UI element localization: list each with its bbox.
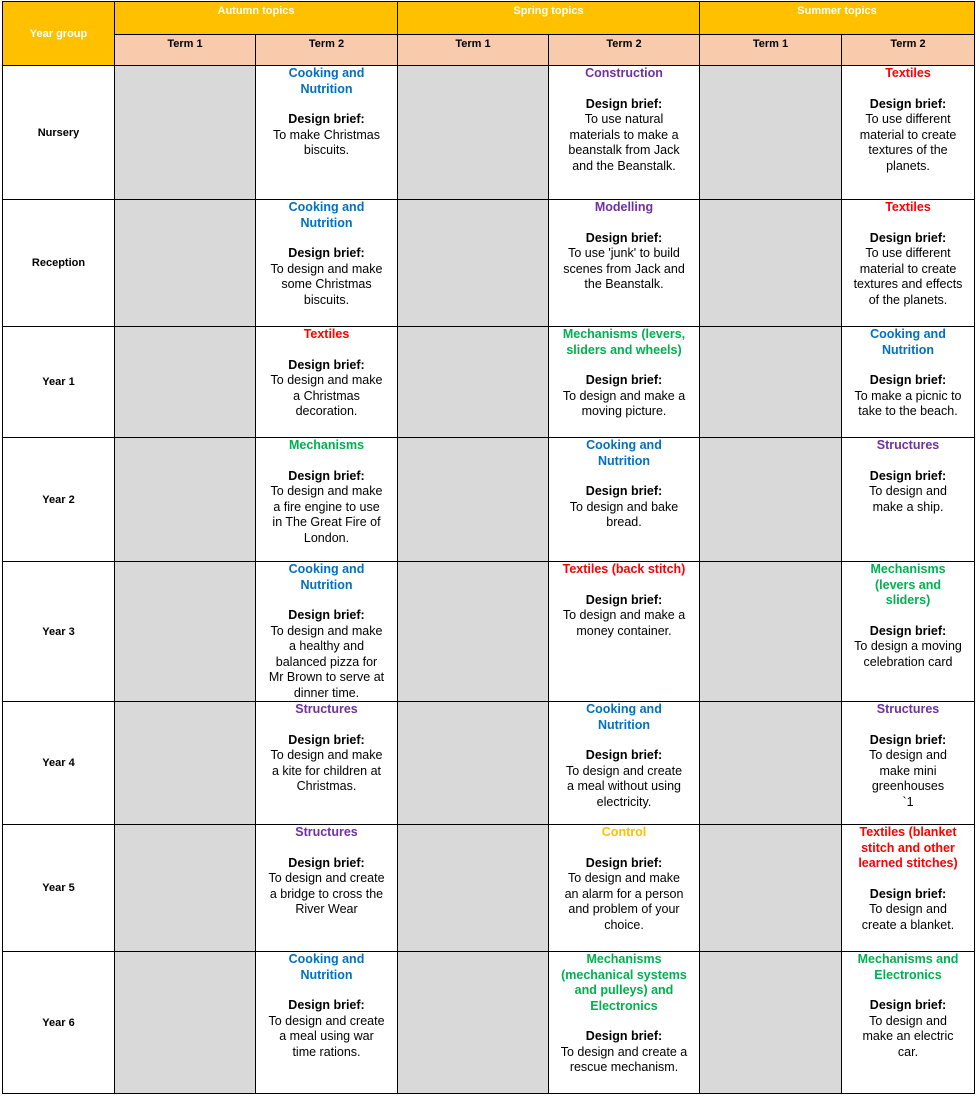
season-header-row: [3, 2, 975, 35]
topic-title: Textiles: [303, 327, 350, 341]
topic-title: Structures: [295, 702, 358, 716]
topic-title: Textiles (back stitch): [562, 562, 686, 576]
table-row: [3, 562, 975, 702]
design-brief-label: Design brief:: [869, 998, 947, 1012]
topic-title: Cooking and Nutrition: [288, 200, 365, 230]
design-brief-label: Design brief:: [869, 886, 947, 901]
table-row: [3, 438, 975, 562]
table-row: [3, 702, 975, 825]
curriculum-table: [2, 1, 975, 1094]
topic-title: Mechanisms (mechanical systems and pulleys) and Electronics: [561, 952, 687, 1013]
empty-cell: [398, 200, 549, 327]
design-brief-label: Design brief:: [585, 484, 663, 498]
topic-title: Construction: [585, 66, 663, 80]
topic-title: Textiles (blanket stitch and other learned stitches): [858, 825, 958, 870]
design-brief-label: Design brief:: [288, 246, 365, 260]
autumn-header: Autumn topics: [115, 2, 398, 35]
empty-cell: [398, 327, 549, 438]
empty-cell: [115, 200, 256, 327]
empty-cell: [115, 952, 256, 1094]
autumn-topic-cell: [256, 702, 398, 825]
spring-term2-header: Term 2: [549, 35, 700, 66]
design-brief-text: To design and make mini greenhouses `1: [869, 748, 947, 809]
autumn-term1-header: Term 1: [115, 35, 256, 66]
design-brief-label: Design brief:: [288, 855, 365, 870]
empty-cell: [115, 702, 256, 825]
empty-cell: [700, 952, 842, 1094]
summer-topic-cell: [842, 438, 975, 562]
topic-title: Mechanisms (levers and sliders): [870, 562, 946, 607]
topic-title: Cooking and Nutrition: [870, 327, 946, 357]
design-brief-label: Design brief:: [585, 855, 663, 870]
spring-topic-cell: [549, 562, 700, 702]
autumn-topic-cell: [256, 825, 398, 952]
topic-title: Modelling: [594, 200, 654, 214]
autumn-topic-cell: [256, 66, 398, 200]
summer-topic-cell: [842, 200, 975, 327]
design-brief-text: To design and create a blanket.: [861, 902, 955, 932]
topic-title: Mechanisms and Electronics: [857, 952, 959, 982]
topic-title: Control: [601, 825, 647, 839]
topic-title: Cooking and Nutrition: [288, 952, 365, 982]
design-brief-label: Design brief:: [288, 468, 365, 483]
empty-cell: [398, 825, 549, 952]
summer-term2-header: Term 2: [842, 35, 975, 66]
design-brief-text: To design and bake bread.: [569, 499, 679, 529]
design-brief-text: To use different material to create textures and effects of the planets.: [853, 246, 963, 307]
design-brief-text: To use different material to create textures of the planets.: [859, 112, 957, 173]
design-brief-label: Design brief:: [869, 96, 947, 111]
topic-title: Structures: [876, 702, 940, 716]
design-brief-label: Design brief:: [288, 357, 365, 372]
design-brief-text: To design and make a kite for children at Christmas.: [270, 748, 383, 793]
summer-topic-cell: [842, 702, 975, 825]
autumn-topic-cell: [256, 438, 398, 562]
year-group-header: Year group: [3, 2, 115, 66]
design-brief-text: To design and make an electric car.: [862, 1013, 954, 1059]
term-header-row: [3, 35, 975, 66]
design-brief-text: To design and make some Christmas biscuits.: [270, 261, 383, 307]
design-brief-text: To design and make a ship.: [869, 484, 947, 514]
design-brief-label: Design brief:: [869, 468, 947, 483]
design-brief-text: To design and make a healthy and balanced pizza for Mr Brown to serve at dinner time.: [268, 623, 385, 700]
empty-cell: [115, 327, 256, 438]
spring-header: Spring topics: [398, 2, 700, 35]
spring-topic-cell: [549, 438, 700, 562]
year-label: Year 4: [3, 702, 115, 825]
topic-title: Mechanisms (levers, sliders and wheels): [562, 327, 686, 357]
empty-cell: [700, 562, 842, 702]
topic-title: Structures: [876, 438, 940, 452]
topic-title: Structures: [295, 825, 358, 839]
design-brief-label: Design brief:: [585, 592, 663, 607]
table-row: [3, 66, 975, 200]
spring-topic-cell: [549, 327, 700, 438]
empty-cell: [398, 438, 549, 562]
spring-topic-cell: [549, 825, 700, 952]
year-label: Year 1: [3, 327, 115, 438]
topic-title: Cooking and Nutrition: [288, 562, 365, 592]
design-brief-text: To design and make a fire engine to use in The Great Fire of London.: [270, 484, 383, 545]
design-brief-text: To design and create a rescue mechanism.: [560, 1044, 688, 1074]
design-brief-text: To design and create a meal without using electricity.: [565, 763, 683, 809]
design-brief-label: Design brief:: [585, 1029, 663, 1043]
design-brief-text: To use natural materials to make a beanstalk from Jack and the Beanstalk.: [568, 112, 680, 173]
design-brief-text: To design and make a moving picture.: [562, 388, 686, 418]
empty-cell: [700, 825, 842, 952]
table-row: [3, 825, 975, 952]
year-label: Year 3: [3, 562, 115, 702]
spring-topic-cell: [549, 952, 700, 1094]
autumn-topic-cell: [256, 952, 398, 1094]
table-row: [3, 327, 975, 438]
empty-cell: [700, 66, 842, 200]
design-brief-text: To design and create a meal using war time rations.: [268, 1013, 385, 1059]
design-brief-text: To design and make a Christmas decoration.: [270, 373, 383, 418]
design-brief-label: Design brief:: [869, 230, 947, 245]
table-row: [3, 200, 975, 327]
summer-topic-cell: [842, 825, 975, 952]
empty-cell: [700, 702, 842, 825]
design-brief-label: Design brief:: [585, 373, 663, 387]
autumn-term2-header: Term 2: [256, 35, 398, 66]
autumn-topic-cell: [256, 562, 398, 702]
spring-term1-header: Term 1: [398, 35, 549, 66]
design-brief-label: Design brief:: [288, 732, 365, 747]
design-brief-label: Design brief:: [585, 748, 663, 762]
design-brief-label: Design brief:: [869, 373, 947, 387]
design-brief-text: To design a moving celebration card: [854, 639, 962, 669]
spring-topic-cell: [549, 702, 700, 825]
empty-cell: [398, 66, 549, 200]
empty-cell: [700, 200, 842, 327]
design-brief-label: Design brief:: [585, 230, 663, 245]
design-brief-text: To design and create a bridge to cross the River Wear: [268, 871, 385, 916]
summer-topic-cell: [842, 66, 975, 200]
topic-title: Cooking and Nutrition: [288, 66, 365, 96]
empty-cell: [398, 702, 549, 825]
summer-topic-cell: [842, 562, 975, 702]
empty-cell: [115, 562, 256, 702]
empty-cell: [115, 825, 256, 952]
topic-title: Textiles: [885, 66, 931, 80]
year-label: Year 2: [3, 438, 115, 562]
topic-title: Mechanisms: [288, 438, 365, 452]
autumn-topic-cell: [256, 200, 398, 327]
empty-cell: [700, 438, 842, 562]
design-brief-label: Design brief:: [288, 608, 365, 622]
design-brief-label: Design brief:: [585, 96, 663, 111]
topic-title: Textiles: [885, 200, 931, 214]
design-brief-text: To design and make an alarm for a person and problem of your choice.: [564, 871, 684, 932]
summer-topic-cell: [842, 952, 975, 1094]
empty-cell: [398, 562, 549, 702]
topic-title: Cooking and Nutrition: [586, 702, 662, 732]
topic-title: Cooking and Nutrition: [586, 438, 662, 468]
year-label: Year 6: [3, 952, 115, 1094]
design-brief-text: To make a picnic to take to the beach.: [854, 388, 962, 418]
design-brief-text: To design and make a money container.: [562, 608, 686, 638]
spring-topic-cell: [549, 66, 700, 200]
empty-cell: [115, 66, 256, 200]
summer-header: Summer topics: [700, 2, 975, 35]
summer-topic-cell: [842, 327, 975, 438]
empty-cell: [398, 952, 549, 1094]
empty-cell: [115, 438, 256, 562]
summer-term1-header: Term 1: [700, 35, 842, 66]
design-brief-text: To use 'junk' to build scenes from Jack and the Beanstalk.: [563, 246, 685, 291]
spring-topic-cell: [549, 200, 700, 327]
year-label: Year 5: [3, 825, 115, 952]
empty-cell: [700, 327, 842, 438]
design-brief-label: Design brief:: [288, 112, 365, 126]
table-row: [3, 952, 975, 1094]
design-brief-label: Design brief:: [869, 732, 947, 747]
autumn-topic-cell: [256, 327, 398, 438]
design-brief-label: Design brief:: [869, 623, 947, 638]
year-label: Nursery: [3, 66, 115, 200]
design-brief-label: Design brief:: [288, 998, 365, 1012]
design-brief-text: To make Christmas biscuits.: [273, 127, 380, 157]
year-label: Reception: [3, 200, 115, 327]
